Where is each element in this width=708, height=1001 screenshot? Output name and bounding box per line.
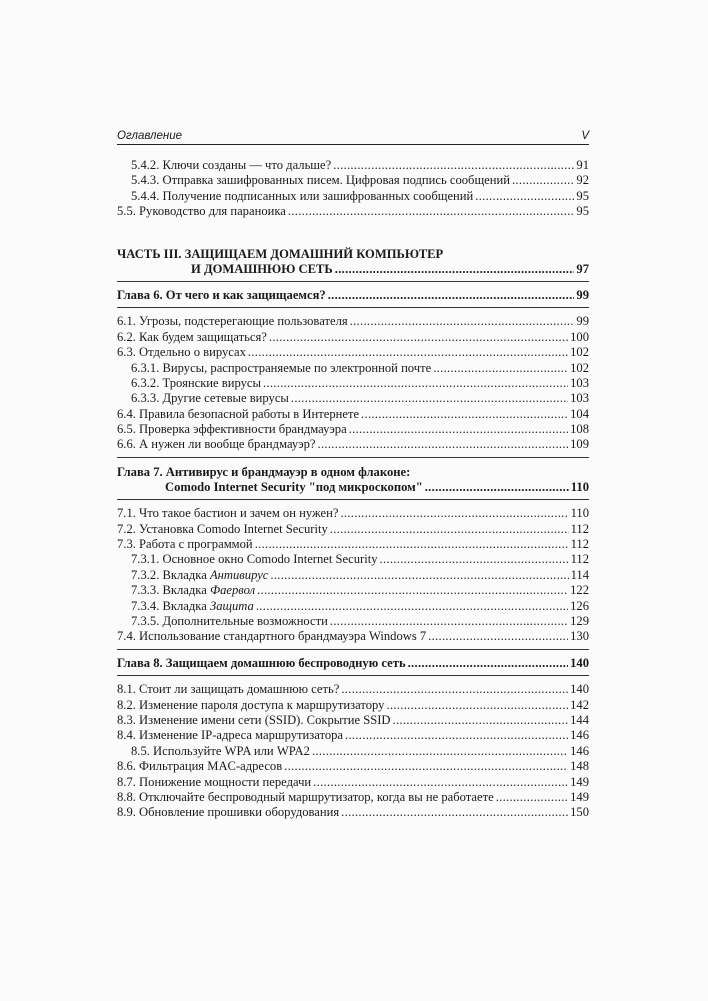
toc-entry-title (131, 568, 268, 583)
toc-entry-title (117, 713, 391, 728)
leader-dots (333, 158, 574, 173)
toc-entry[interactable] (117, 391, 589, 406)
leader-dots (341, 805, 568, 820)
toc-entry-text: Стоит ли защищать домашнюю сеть? (139, 682, 340, 697)
toc-entry-number: 7.3.5. (131, 613, 160, 628)
toc-entry-text: Как будем защищаться? (139, 329, 267, 344)
toc-entry-title (117, 204, 286, 219)
toc-entry-number: 8.3. (117, 712, 136, 727)
toc-entry-number: 6.5. (117, 422, 136, 437)
toc-entry-page: 149 (570, 789, 589, 804)
toc-entry-page: 100 (570, 329, 589, 344)
toc-entry-title (131, 744, 310, 759)
toc-entry-page: 146 (570, 743, 589, 758)
toc-entry-page: 92 (576, 173, 589, 188)
toc-entry-page: 110 (570, 506, 589, 521)
toc-entry-title (117, 698, 384, 713)
toc-entry[interactable] (117, 614, 589, 629)
toc-entry-text: Дополнительные возможности (162, 613, 328, 628)
toc-entry-number: 7.3.4. (131, 598, 160, 613)
toc-entry-title (117, 775, 311, 790)
toc-entry-text: Руководство для параноика (139, 204, 286, 219)
toc-entry-text: Правила безопасной работы в Интернете (139, 406, 360, 421)
toc-entry-title (117, 805, 339, 820)
toc-entry-page: 140 (570, 682, 589, 697)
part-title-line2[interactable]: И ДОМАШНЮЮ СЕТЬ ..... 97 (117, 262, 589, 277)
leader-dots (330, 522, 569, 537)
leader-dots (255, 537, 569, 552)
toc-entry-title (131, 376, 261, 391)
toc-entry-title-prefix: Вкладка (162, 583, 210, 598)
toc-entry-title (131, 391, 289, 406)
toc-entry-title (131, 552, 378, 567)
toc-entry-number: 8.8. (117, 789, 136, 804)
toc-entry[interactable] (117, 506, 589, 521)
chapter-7-title-line2[interactable]: Comodo Internet Security "под микроскопом" ..... 110 (117, 480, 589, 495)
toc-entry[interactable] (117, 759, 589, 774)
toc-entry[interactable] (117, 568, 589, 583)
toc-entry[interactable] (117, 713, 589, 728)
toc-chapter-6 (117, 288, 589, 453)
toc-entry-number: 7.3.3. (131, 583, 160, 598)
toc-entry-text: Отключайте беспроводный маршрутизатор, когда вы не работаете (139, 789, 494, 804)
leader-dots (428, 629, 568, 644)
toc-entry[interactable] (117, 728, 589, 743)
toc-entry-page: 108 (570, 422, 589, 437)
leader-dots (313, 775, 568, 790)
toc-entry[interactable] (117, 522, 589, 537)
leader-dots (263, 376, 568, 391)
toc-entry-title (117, 537, 253, 552)
divider (117, 499, 589, 500)
chapter-7-entries (117, 506, 589, 645)
page-number: V (581, 130, 589, 142)
toc-entry-text: А нужен ли вообще брандмауэр? (139, 437, 316, 452)
leader-dots (248, 345, 568, 360)
toc-entry-page: 104 (570, 406, 589, 421)
toc-entry-title (117, 422, 347, 437)
toc-entry-text: Изменение пароля доступа к маршрутизатору (139, 697, 385, 712)
toc-entry-page: 148 (570, 759, 589, 774)
toc-entry-title (117, 522, 328, 537)
toc-entry-text: Угрозы, подстерегающие пользователя (139, 314, 348, 329)
leader-dots (256, 599, 568, 614)
toc-entry-title (131, 599, 254, 614)
toc-entry-title-prefix: Вкладка (162, 598, 210, 613)
leader-dots (284, 759, 568, 774)
toc-chapter-7 (117, 464, 589, 645)
toc-entry[interactable] (117, 376, 589, 391)
leader-dots (270, 568, 568, 583)
toc-entry-title (131, 361, 431, 376)
toc-entry-title (117, 506, 338, 521)
toc-entry-text: Вирусы, распространяемые по электронной почте (162, 360, 432, 375)
toc-chapter-8 (117, 656, 589, 821)
toc-entry-number: 5.4.2. (131, 158, 160, 172)
toc-part-3 (117, 246, 589, 277)
toc-entry-title-italic: Защита (209, 598, 254, 613)
toc-entry-page: 103 (570, 375, 589, 390)
toc-entry-page: 122 (570, 583, 589, 598)
leader-dots (269, 330, 568, 345)
toc-entry-title (117, 759, 282, 774)
toc-entry[interactable] (117, 204, 589, 219)
toc-entry[interactable] (117, 537, 589, 552)
toc-entry[interactable] (117, 158, 589, 173)
leader-dots (512, 173, 574, 188)
toc-entry-text: Другие сетевые вирусы (162, 391, 289, 406)
toc-entry[interactable] (117, 805, 589, 820)
toc-entry[interactable] (117, 744, 589, 759)
toc-entry[interactable] (117, 361, 589, 376)
toc-entry-title (131, 173, 510, 188)
toc-entry-page: 109 (570, 437, 589, 452)
toc-entry-text: Изменение IP-адреса маршрутизатора (139, 728, 344, 743)
toc-entry-page: 150 (570, 805, 589, 820)
toc-entry-page: 99 (576, 314, 589, 329)
leader-dots (380, 552, 569, 567)
toc-entry-page: 126 (570, 598, 589, 613)
toc-entry-number: 8.5. (131, 743, 150, 758)
toc-entry-number: 6.3.1. (131, 360, 160, 375)
toc-entry-number: 5.5. (117, 204, 136, 219)
toc-entry-title (117, 330, 267, 345)
toc-entry-number: 7.3.1. (131, 552, 160, 567)
toc-entry-number: 8.4. (117, 728, 136, 743)
toc-entry-text: Что такое бастион и зачем он нужен? (139, 506, 339, 521)
toc-entry-title (117, 790, 494, 805)
toc-entry-page: 130 (570, 629, 589, 644)
toc-entry-number: 8.2. (117, 697, 136, 712)
toc-entry-text: Отдельно о вирусах (139, 345, 246, 360)
toc-entry-title-italic: Антивирус (209, 567, 269, 582)
leader-dots (475, 189, 574, 204)
toc-entry-number: 7.4. (117, 629, 136, 644)
toc-entry-page: 146 (570, 728, 589, 743)
toc-entry-title (117, 629, 426, 644)
toc-entry-text: Проверка эффективности брандмауэра (139, 422, 347, 437)
divider (117, 281, 589, 282)
toc-entry-title (131, 158, 331, 173)
toc-entry-page: 144 (570, 712, 589, 727)
toc-entry-text: Изменение имени сети (SSID). Сокрытие SSID (139, 712, 391, 727)
divider (117, 675, 589, 676)
leader-dots (291, 391, 568, 406)
leader-dots (496, 790, 568, 805)
toc-entry-page: 149 (570, 774, 589, 789)
divider (117, 457, 589, 458)
toc-entry-page: 112 (570, 521, 589, 536)
toc-entry[interactable] (117, 583, 589, 598)
part-title-line1[interactable]: ЧАСТЬ III. ЗАЩИЩАЕМ ДОМАШНИЙ КОМПЬЮТЕР (117, 246, 444, 261)
toc-entry-text: Ключи созданы — что дальше? (162, 158, 332, 172)
toc-entry-number: 5.4.4. (131, 188, 160, 203)
toc-entry-number: 6.4. (117, 406, 136, 421)
toc-entry-text: Использование стандартного брандмауэра Windows 7 (139, 629, 427, 644)
toc-entry-number: 6.3.3. (131, 391, 160, 406)
toc-entry-text: Фильтрация MAC-адресов (139, 759, 283, 774)
part-page: 97 (576, 261, 589, 276)
toc-entry[interactable] (117, 314, 589, 329)
table-of-contents (117, 158, 589, 821)
toc-entry-title (117, 437, 316, 452)
leader-dots (361, 407, 568, 422)
toc-entry-number: 8.1. (117, 682, 136, 697)
toc-entry[interactable] (117, 629, 589, 644)
leader-dots (345, 728, 568, 743)
toc-entry-number: 6.6. (117, 437, 136, 452)
toc-entry-text: Троянские вирусы (162, 375, 261, 390)
toc-entry-number: 7.3.2. (131, 567, 160, 582)
leader-dots (318, 437, 569, 452)
chapter-8-entries (117, 682, 589, 821)
chapter-8-title[interactable]: Глава 8. Защищаем домашнюю беспроводную сеть ..... 140 (117, 656, 589, 671)
toc-entry-text: Установка Comodo Internet Security (139, 521, 328, 536)
toc-entry-page: 112 (570, 552, 589, 567)
toc-section-5 (117, 158, 589, 220)
toc-entry-title (117, 682, 339, 697)
leader-dots (349, 422, 568, 437)
divider (117, 307, 589, 308)
toc-entry-title (117, 345, 246, 360)
toc-entry-page: 142 (570, 697, 589, 712)
toc-entry-number: 5.4.3. (131, 173, 160, 188)
toc-entry-title-prefix: Вкладка (162, 567, 210, 582)
toc-entry-text: Основное окно Comodo Internet Security (162, 552, 378, 567)
toc-entry-number: 7.2. (117, 521, 136, 536)
toc-entry[interactable] (117, 330, 589, 345)
toc-entry-number: 7.1. (117, 506, 136, 521)
toc-entry-text: Получение подписанных или зашифрованных сообщений (162, 188, 474, 203)
toc-entry[interactable] (117, 173, 589, 188)
leader-dots (330, 614, 568, 629)
toc-entry-title-italic: Фаервол (209, 583, 256, 598)
toc-entry-text: Понижение мощности передачи (139, 774, 312, 789)
leader-dots (350, 314, 575, 329)
toc-entry-title (117, 314, 348, 329)
leader-dots (433, 361, 568, 376)
leader-dots (341, 682, 568, 697)
toc-entry-page: 103 (570, 391, 589, 406)
chapter-7-title-line1[interactable]: Глава 7. Антивирус и брандмауэр в одном флаконе: (117, 464, 411, 479)
toc-entry[interactable] (117, 407, 589, 422)
toc-entry[interactable] (117, 345, 589, 360)
leader-dots (257, 583, 568, 598)
toc-entry-text: Используйте WPA или WPA2 (153, 743, 310, 758)
toc-entry-number: 8.7. (117, 774, 136, 789)
toc-entry-text: Работа с программой (139, 537, 253, 552)
toc-entry[interactable] (117, 775, 589, 790)
toc-entry-page: 102 (570, 360, 589, 375)
toc-entry-number: 7.3. (117, 537, 136, 552)
divider (117, 649, 589, 650)
toc-entry[interactable] (117, 422, 589, 437)
toc-entry-title (117, 407, 359, 422)
leader-dots (386, 698, 568, 713)
toc-entry-page: 95 (576, 188, 589, 203)
toc-entry-number: 6.3. (117, 345, 136, 360)
toc-entry-title (117, 728, 343, 743)
leader-dots (312, 744, 568, 759)
running-header (117, 130, 589, 145)
toc-entry-page: 102 (570, 345, 589, 360)
toc-entry-text: Отправка зашифрованных писем. Цифровая подпись сообщений (162, 173, 510, 188)
toc-entry[interactable] (117, 790, 589, 805)
toc-entry[interactable] (117, 599, 589, 614)
toc-entry-page: 114 (570, 567, 589, 582)
toc-entry-title (131, 583, 255, 598)
toc-entry[interactable] (117, 698, 589, 713)
toc-entry-number: 8.9. (117, 805, 136, 820)
toc-entry[interactable] (117, 437, 589, 452)
toc-entry[interactable] (117, 682, 589, 697)
toc-entry[interactable] (117, 189, 589, 204)
leader-dots (340, 506, 568, 521)
toc-entry-number: 6.2. (117, 329, 136, 344)
toc-entry-title (131, 189, 473, 204)
toc-entry-number: 8.6. (117, 759, 136, 774)
leader-dots (288, 204, 575, 219)
toc-entry-title (131, 614, 328, 629)
running-header-title: Оглавление (117, 130, 182, 142)
toc-entry-number: 6.1. (117, 314, 136, 329)
toc-entry-page: 129 (570, 613, 589, 628)
toc-entry-page: 95 (576, 204, 589, 219)
toc-entry-page: 112 (570, 537, 589, 552)
toc-entry-number: 6.3.2. (131, 375, 160, 390)
chapter-6-entries (117, 314, 589, 453)
chapter-6-title[interactable]: Глава 6. От чего и как защищаемся? ..... 99 (117, 288, 589, 303)
toc-entry-page: 91 (576, 158, 589, 172)
leader-dots (393, 713, 569, 728)
toc-entry[interactable] (117, 552, 589, 567)
toc-entry-text: Обновление прошивки оборудования (139, 805, 340, 820)
